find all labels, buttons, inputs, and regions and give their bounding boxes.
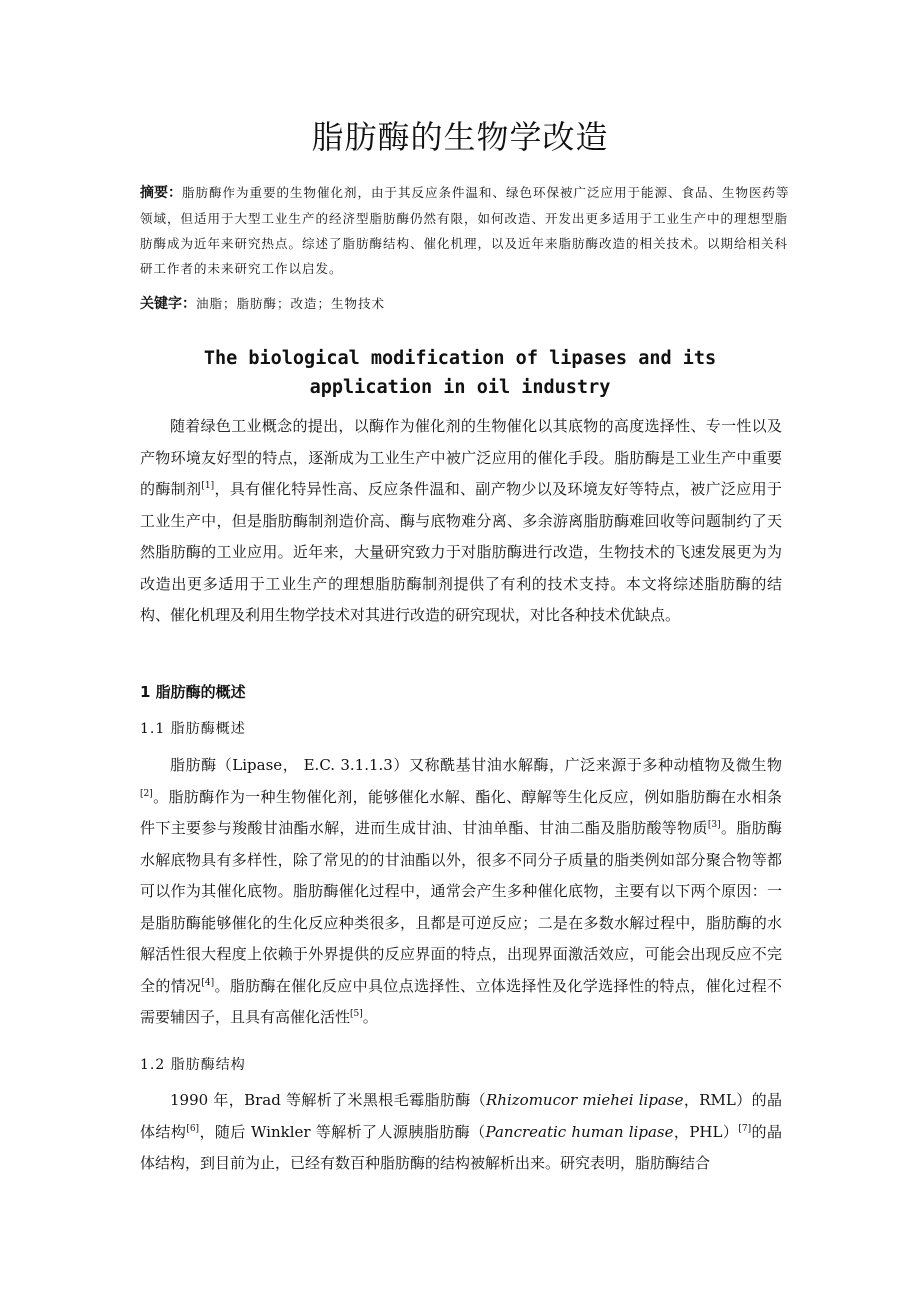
citation-2: [2] <box>140 788 153 799</box>
s12-text-1: 1990 年，Brad 等解析了米黑根毛霉脂肪酶（ <box>170 1091 487 1109</box>
english-title: The biological modification of lipases and its application in oil industry <box>203 348 717 398</box>
species-name-rml: Rhizomucor miehei lipase <box>486 1091 684 1109</box>
abstract-text: 脂肪酶作为重要的生物催化剂，由于其反应条件温和、绿色环保被广泛应用于能源、食品、生物医药等领域，但适用于大型工业生产的经济型脂肪酶仍然有限，如何改造、开发出更多适用于工业生产中的理想型脂肪酶成为近年来研究热点。综述了脂肪酶结构、催化机理，以及近年来脂肪酶改造的相关技术。以期给相关科研工作者的未来研究工作以启发。 <box>140 185 790 276</box>
s12-text-2: ，RML）的晶体结构 <box>140 1091 782 1141</box>
section-heading-1: 1 脂肪酶的概述 <box>140 683 246 701</box>
subsection-heading-1-2: 1.2 脂肪酶结构 <box>140 1057 246 1073</box>
citation-3: [3] <box>707 820 721 830</box>
paper-title: 脂肪酶的生物学改造 <box>311 118 609 156</box>
s12-text-4: ，PHL） <box>673 1122 739 1141</box>
keywords-text: 油脂；脂肪酶；改造；生物技术 <box>196 296 386 311</box>
citation-6: [6] <box>186 1123 200 1134</box>
s12-text-3: ，随后 Winkler 等解析了人源胰脂肪酶（ <box>199 1122 486 1141</box>
s11-text-5: 。 <box>362 1008 378 1026</box>
section-1-2-paragraph <box>140 1085 782 1180</box>
s11-text-1: 脂肪酶（Lipase， E.C. 3.1.1.3）又称酰基甘油水解酶，广泛来源于多种动植物及微生物 <box>170 756 782 774</box>
abstract-label: 摘要： <box>140 185 182 201</box>
species-name-phl: Pancreatic human lipase <box>485 1122 674 1141</box>
citation-4: [4] <box>201 977 215 988</box>
intro-text-2: ，具有催化特异性高、反应条件温和、副产物少以及环境友好等特点，被广泛应用于工业生产中，但是脂肪酶制剂造价高、酶与底物难分离、多余游离脂肪酶难回收等问题制约了天然脂肪酶的工业应用。近年来，大量研究致力于对脂肪酶进行改造，生物技术的飞速发展更为为改造出更多适用于工业生产的理想脂肪酶制剂提供了有利的技术支持。本文将综述脂肪酶的结构、催化机理及利用生物学技术对其进行改造的研究现状，对比各种技术优缺点。 <box>140 480 782 624</box>
abstract <box>140 180 790 281</box>
s11-text-4: 。脂肪酶在催化反应中具位点选择性、立体选择性及化学选择性的特点，催化过程不需要辅因子，且具有高催化活性 <box>140 976 782 1026</box>
s12-text-5: 的晶体结构，到目前为止，已经有数百种脂肪酶的结构被解析出来。研究表明，脂肪酶结合 <box>140 1122 782 1172</box>
s11-text-3: 。脂肪酶水解底物具有多样性，除了常见的的甘油酯以外，很多不同分子质量的脂类例如部分聚合物等都可以作为其催化底物。脂肪酶催化过程中，通常会产生多种催化底物，主要有以下两个原因：一是脂肪酶能够催化的生化反应种类很多，且都是可逆反应；二是在多数水解过程中，脂肪酶的水解活性很大程度上依赖于外界提供的反应界面的特点，出现界面激活效应，可能会出现反应不完全的情况 <box>140 819 782 995</box>
intro-text-1: 随着绿色工业概念的提出，以酶作为催化剂的生物催化以其底物的高度选择性、专一性以及产物环境友好型的特点，逐渐成为工业生产中被广泛应用的催化手段。脂肪酶是工业生产中重要的酶制剂 <box>140 417 782 498</box>
s11-text-2: 。脂肪酶作为一种生物催化剂，能够催化水解、酯化、醇解等生化反应，例如脂肪酶在水相条件下主要参与羧酸甘油酯水解，进而生成甘油、甘油单酯、甘油二酯及脂肪酸等物质 <box>140 787 782 837</box>
keywords <box>140 293 790 315</box>
intro-paragraph <box>140 411 782 632</box>
subsection-heading-1-1: 1.1 脂肪酶概述 <box>140 721 246 737</box>
citation-5: [5] <box>350 1009 363 1019</box>
citation-7: [7] <box>738 1123 752 1134</box>
section-1-1-paragraph <box>140 750 782 1034</box>
citation-1: [1] <box>201 481 215 491</box>
keywords-label: 关键字： <box>140 296 196 312</box>
